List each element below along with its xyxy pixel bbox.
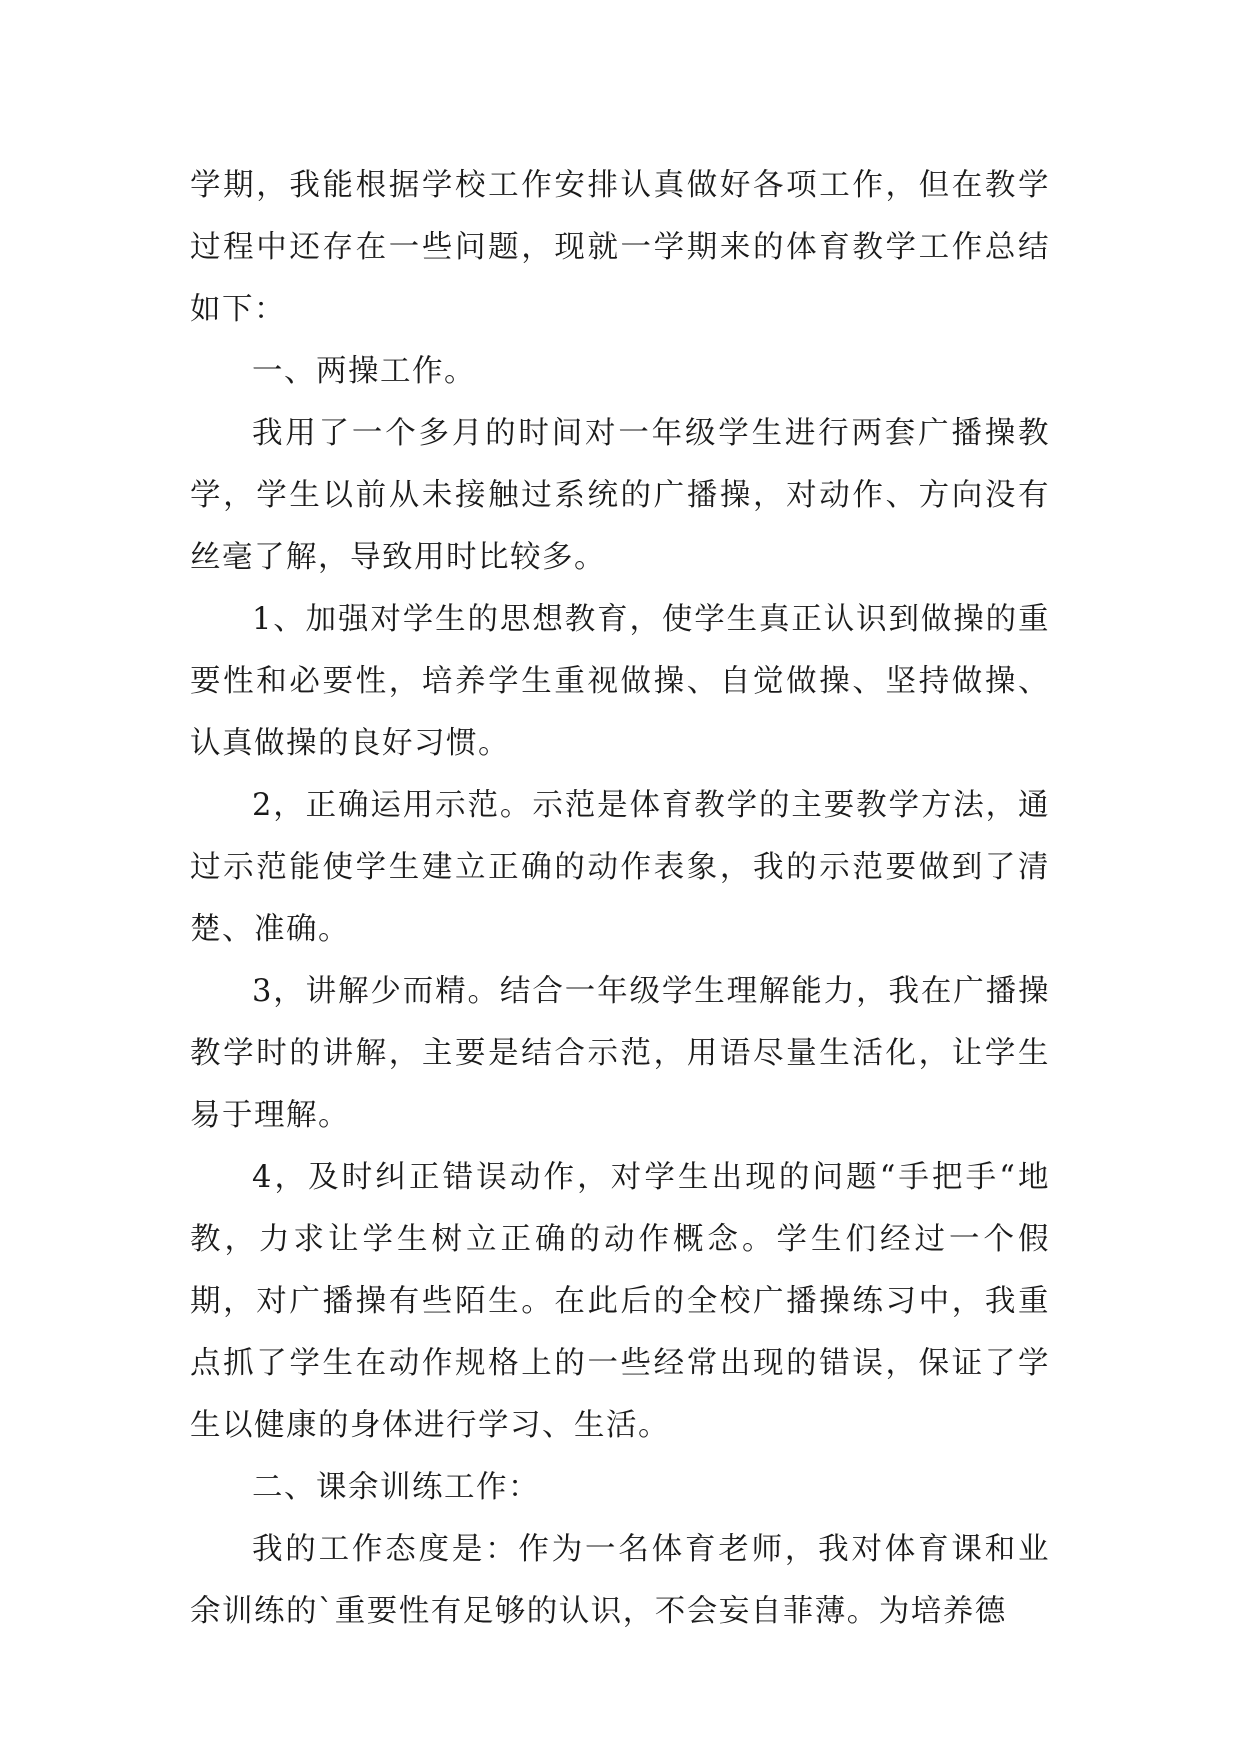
heading-section-1: 一、两操工作。 <box>252 354 476 389</box>
list-item-3: 3，讲解少而精。结合一年级学生理解能力，我在广播操教学时的讲解，主要是结合示范，用语尽量生活化，让学生易于理解。 <box>190 974 1050 1133</box>
list-item-2: 2，正确运用示范。示范是体育教学的主要教学方法，通过示范能使学生建立正确的动作表象，我的示范要做到了清楚、准确。 <box>190 788 1050 947</box>
document-body <box>190 155 1050 1643</box>
paragraph-section-2-body: 我的工作态度是：作为一名体育老师，我对体育课和业余训练的`重要性有足够的认识，不会妄自菲薄。为培养德 <box>190 1532 1050 1629</box>
list-item-1: 1、加强对学生的思想教育，使学生真正认识到做操的重要性和必要性，培养学生重视做操、自觉做操、坚持做操、认真做操的良好习惯。 <box>190 602 1050 761</box>
paragraph-intro: 学期，我能根据学校工作安排认真做好各项工作，但在教学过程中还存在一些问题，现就一学期来的体育教学工作总结如下： <box>190 168 1050 327</box>
heading-section-2: 二、课余训练工作： <box>252 1470 540 1505</box>
list-item-4: 4，及时纠正错误动作，对学生出现的问题“手把手“地教，力求让学生树立正确的动作概念。学生们经过一个假期，对广播操有些陌生。在此后的全校广播操练习中，我重点抓了学生在动作规格上的一些经常出现的错误，保证了学生以健康的身体进行学习、生活。 <box>190 1160 1050 1443</box>
paragraph-section-1-body: 我用了一个多月的时间对一年级学生进行两套广播操教学，学生以前从未接触过系统的广播操，对动作、方向没有丝毫了解，导致用时比较多。 <box>190 416 1050 575</box>
